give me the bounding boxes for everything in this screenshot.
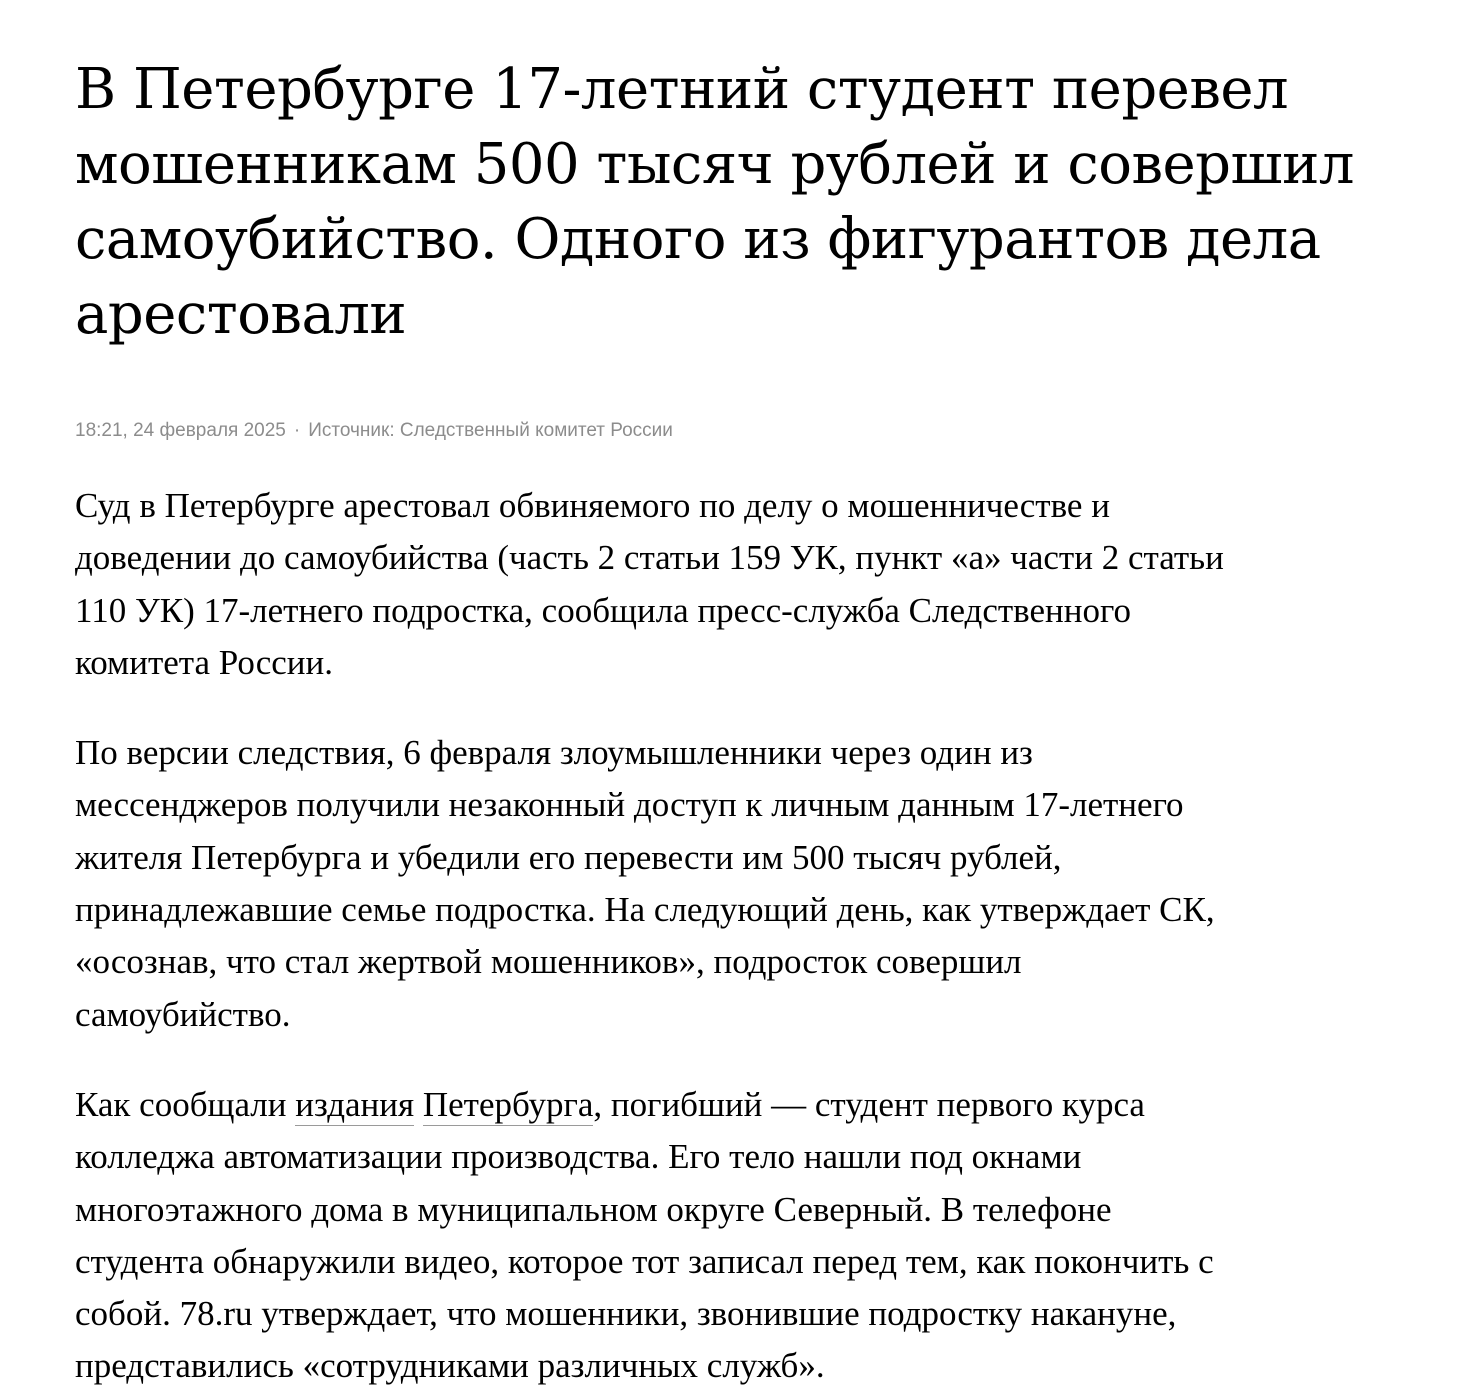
source-label: Источник: Следственный комитет России bbox=[308, 420, 673, 441]
paragraph bbox=[75, 1079, 1240, 1393]
paragraph: По версии следствия, 6 февраля злоумышленники через один из мессенджеров получили незаконный доступ к личным данным 17-летнего жителя Петербурга и убедили его перевести им 500 тысяч рублей, принадлежавшие семье подростка. На следующий день, как утверждает СК, «осознав, что стал жертвой мошенников», подросток совершил самоубийство. bbox=[75, 733, 1215, 1034]
paragraph-text: , погибший — студент первого курса колледжа автоматизации производства. Его тело нашли под окнами многоэтажного дома в муниципальном округе Северный. В телефоне студента обнаружили видео, которое тот записал перед тем, как покончить с собой. 78.ru утверждает, что мошенники, звонившие подростку накануне, представились «сотрудниками различных служб». bbox=[75, 1084, 1214, 1386]
paragraph-text: Как сообщали bbox=[75, 1084, 296, 1124]
paragraph-text bbox=[414, 1085, 423, 1124]
link-izdaniya[interactable]: издания bbox=[295, 1084, 415, 1124]
article-body bbox=[75, 480, 1240, 1393]
article-meta bbox=[75, 418, 1375, 444]
paragraph: Суд в Петербурге арестовал обвиняемого по делу о мошенничестве и доведении до самоубийства (часть 2 статьи 159 УК, пункт «а» части 2 статьи 110 УК) 17-летнего подростка, сообщила пресс-служба Следственного комитета России. bbox=[75, 486, 1224, 682]
headline: В Петербурге 17-летний студент перевел мошенникам 500 тысяч рублей и совершил самоубийство. Одного из фигурантов дела арестовали bbox=[75, 57, 1354, 347]
timestamp: 18:21, 24 февраля 2025 bbox=[75, 420, 286, 441]
article bbox=[75, 0, 1375, 1393]
link-peterburga[interactable]: Петербурга bbox=[422, 1084, 594, 1124]
meta-separator: · bbox=[293, 420, 301, 441]
